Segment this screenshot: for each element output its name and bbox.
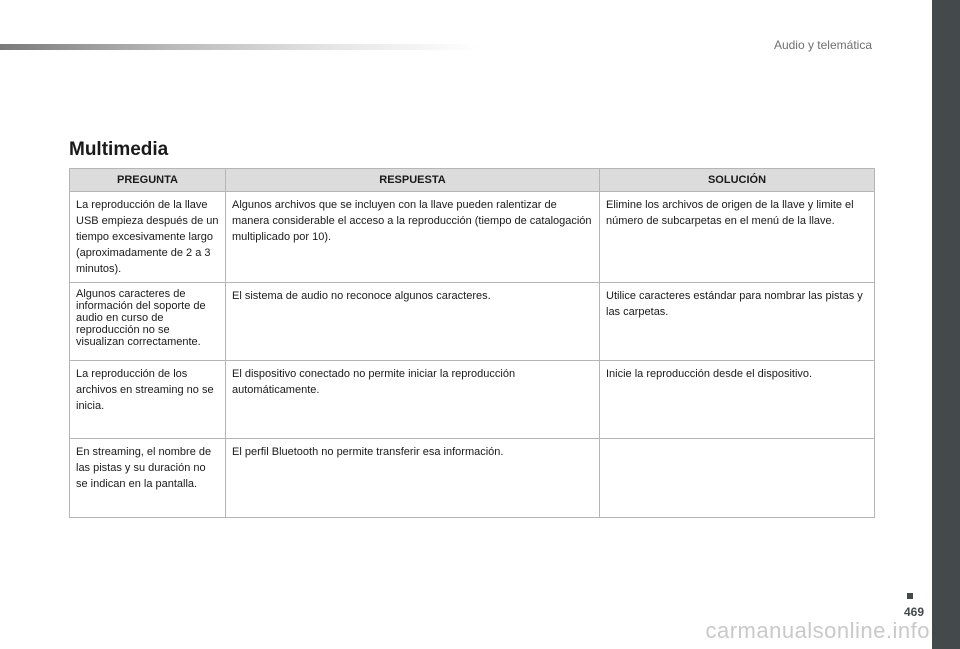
watermark: carmanualsonline.info bbox=[705, 618, 930, 643]
cell-pregunta: La reproducción de los archivos en streaming no se inicia. bbox=[70, 361, 226, 439]
header-gradient-bar bbox=[0, 44, 480, 50]
page-marker-square bbox=[907, 593, 913, 599]
cell-solucion: Inicie la reproducción desde el dispositivo. bbox=[600, 361, 875, 439]
cell-solucion: Elimine los archivos de origen de la llave y limite el número de subcarpetas en el menú de la llave. bbox=[600, 192, 875, 283]
cell-respuesta: Algunos archivos que se incluyen con la llave pueden ralentizar de manera considerable el acceso a la reproducción (tiempo de catalogación multiplicado por 10). bbox=[226, 192, 600, 283]
table-row bbox=[70, 192, 875, 283]
cell-pregunta: Algunos caracteres de información del soporte de audio en curso de reproducción no se visualizan correctamente. bbox=[70, 283, 226, 361]
column-header-solucion: SOLUCIÓN bbox=[600, 169, 875, 192]
column-header-respuesta: RESPUESTA bbox=[226, 169, 600, 192]
cell-solucion: Utilice caracteres estándar para nombrar las pistas y las carpetas. bbox=[600, 283, 875, 361]
section-header: Audio y telemática bbox=[773, 38, 872, 52]
table-row bbox=[70, 283, 875, 361]
cell-respuesta: El perfil Bluetooth no permite transferir esa información. bbox=[226, 439, 600, 518]
cell-pregunta: La reproducción de la llave USB empieza después de un tiempo excesivamente largo (aproximadamente de 2 a 3 minutos). bbox=[70, 192, 226, 283]
table-header-row bbox=[70, 169, 875, 192]
table-row bbox=[70, 439, 875, 518]
cell-respuesta: El sistema de audio no reconoce algunos caracteres. bbox=[226, 283, 600, 361]
faq-table bbox=[69, 168, 875, 518]
cell-pregunta: En streaming, el nombre de las pistas y su duración no se indican en la pantalla. bbox=[70, 439, 226, 518]
page-edge-band bbox=[932, 0, 960, 649]
table-row bbox=[70, 361, 875, 439]
column-header-pregunta: PREGUNTA bbox=[70, 169, 226, 192]
page-title: Multimedia bbox=[69, 139, 169, 160]
cell-solucion bbox=[600, 439, 875, 518]
page-number: 469 bbox=[903, 605, 924, 619]
cell-respuesta: El dispositivo conectado no permite iniciar la reproducción automáticamente. bbox=[226, 361, 600, 439]
